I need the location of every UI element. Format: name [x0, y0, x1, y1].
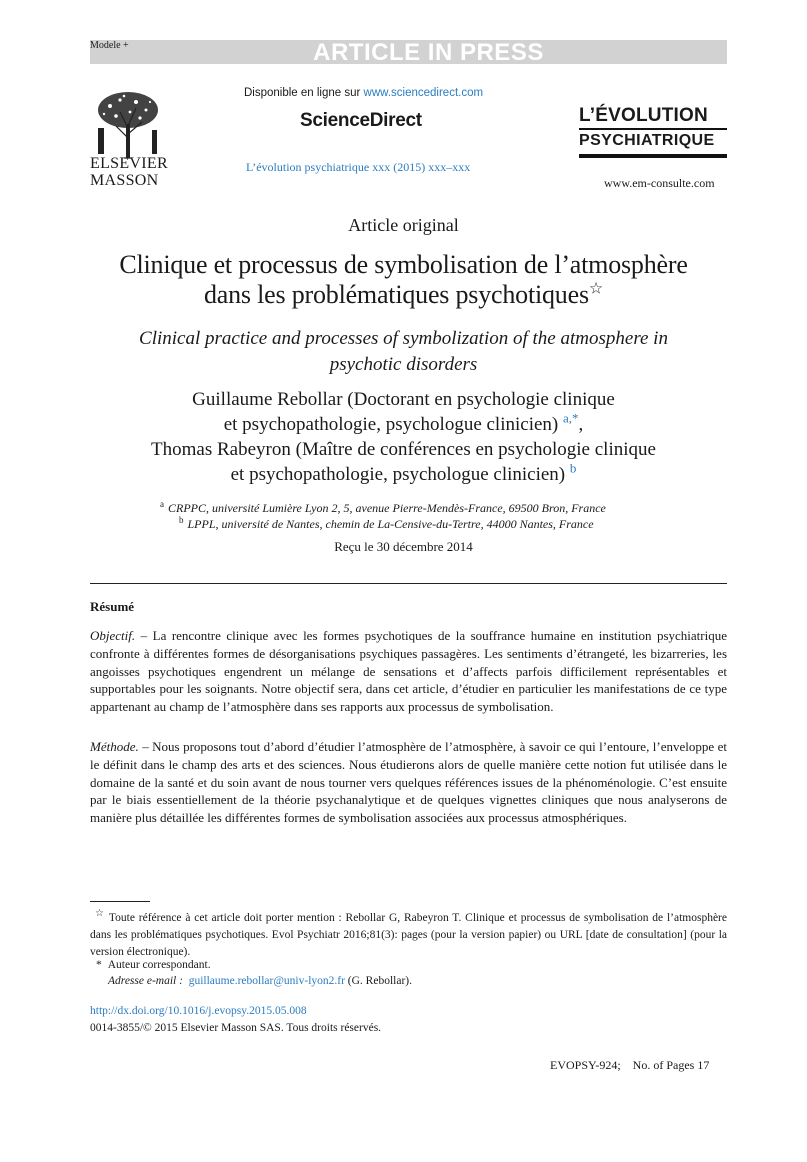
abstract-heading: Résumé — [90, 599, 135, 614]
affiliation-a — [160, 499, 606, 516]
email-label: Adresse e-mail : — [108, 975, 183, 987]
corresponding-author-text: Auteur correspondant. — [107, 959, 211, 971]
doi-link[interactable]: http://dx.doi.org/10.1016/j.evopsy.2015.05.008 — [90, 1005, 307, 1017]
corresponding-author-mark: * — [96, 959, 102, 971]
journal-logo-line1: L’ÉVOLUTION — [579, 105, 708, 126]
affiliation-a-mark: a — [160, 499, 164, 509]
section-divider — [90, 583, 727, 584]
citation-footnote-text: Toute référence à cet article doit porter mention : Rebollar G, Rabeyron T. Clinique et processus de symbolisation de l’atmosphère dans les problématiques psychotiques. Evol Psychiatr 2016;81(3): pages (pour la version papier) ou URL [date de consultation] (pour la version électronique). — [90, 911, 727, 958]
citation-footnote-mark: ☆ — [95, 908, 105, 919]
article-type: Article original — [348, 215, 459, 235]
author1-line-1: Guillaume Rebollar (Doctorant en psychologie clinique — [192, 389, 615, 410]
footnote-divider — [90, 901, 150, 902]
affiliation-b-text: LPPL, université de Nantes, chemin de La-Censive-du-Tertre, 44000 Nantes, France — [187, 517, 594, 531]
sciencedirect-link[interactable]: www.sciencedirect.com — [363, 87, 484, 99]
author1-line-2-text: et psychopathologie, psychologue clinicien) — [223, 414, 559, 435]
author-email-link[interactable]: guillaume.rebollar@univ-lyon2.fr — [188, 975, 345, 987]
copyright-line: 0014-3855/© 2015 Elsevier Masson SAS. Tous droits réservés. — [90, 1022, 382, 1034]
author2-line-2-text: et psychopathologie, psychologue clinicien) — [230, 464, 566, 485]
footer-reference: EVOPSY-924; No. of Pages 17 — [550, 1058, 710, 1072]
title-line-2-text: dans les problématiques psychotiques — [203, 280, 589, 309]
subtitle-line-2: psychotic disorders — [329, 354, 478, 375]
method-label: Méthode. — [90, 739, 139, 754]
author1-line-2 — [0, 410, 807, 436]
journal-website: www.em-consulte.com — [604, 176, 715, 190]
article-in-press-label: ARTICLE IN PRESS — [313, 39, 544, 66]
journal-logo-line2: PSYCHIATRIQUE — [579, 132, 715, 149]
title-footnote-star[interactable]: ☆ — [588, 280, 604, 298]
modele-label: Modele + — [90, 40, 129, 51]
journal-logo-underline — [579, 154, 727, 158]
journal-reference: L’évolution psychiatrique xxx (2015) xxx–xxx — [246, 160, 471, 174]
availability-prefix: Disponible en ligne sur — [244, 87, 364, 99]
availability-line — [244, 87, 483, 99]
author2-line-1: Thomas Rabeyron (Maître de conférences en psychologie clinique — [151, 439, 656, 460]
sciencedirect-logo: ScienceDirect — [300, 110, 422, 131]
email-footnote — [108, 973, 412, 990]
affiliation-b-mark: b — [179, 515, 184, 525]
author1-affiliation-marks[interactable]: a,* — [563, 410, 579, 426]
elsevier-tree-icon — [90, 88, 166, 160]
author1-trail: , — [578, 414, 584, 435]
method-text: – Nous proposons tout d’abord d’étudier l’atmosphère de l’atmosphère, à savoir ce qui l’entoure, l’enveloppe et le définit dans le champ des arts et des sciences. Nous étudierons alors de quelle manière cette notion fut utilisée dans le domaine de la santé et du soin avant de nous tourner vers quelques références issues de la phénoménologie. C’est ensuite par le biais essentiellement de la théorie psychanalytique et de quelques vignettes cliniques que nous analyserons de manière plus détaillée les différentes formes de symbolisation associées aux processus atmosphériques. — [90, 739, 727, 826]
title-line-1: Clinique et processus de symbolisation de l’atmosphère — [119, 250, 688, 279]
subtitle-line-1: Clinical practice and processes of symbolization of the atmosphere in — [139, 328, 668, 349]
objective-text: – La rencontre clinique avec les formes psychotiques de la souffrance humaine en institution psychiatrique confronte à différentes formes de désorganisations psychiques passagères. Les sentiments d’étrangeté, les bizarreries, les angoisses psychotiques engendrent un mélange de sensations et d’affects parfois difficilement représentables et supportables pour les soignants. Notre objectif sera, dans cet article, d’étudier en particulier les manifestations de ce type appartenant au champ de l’atmosphère dans ses rapports aux processus de symbolisation. — [90, 628, 727, 715]
abstract-objective — [90, 627, 727, 716]
citation-footnote — [90, 905, 727, 961]
masson-wordmark: MASSON — [90, 172, 159, 189]
author2-affiliation-mark[interactable]: b — [569, 460, 577, 476]
objective-label: Objectif. — [90, 628, 136, 643]
abstract-method — [90, 738, 727, 827]
affiliation-b — [179, 515, 594, 532]
email-trail: (G. Rebollar). — [344, 975, 412, 987]
journal-logo-divider — [579, 128, 727, 130]
author2-line-2 — [0, 460, 807, 486]
affiliation-a-text: CRPPC, université Lumière Lyon 2, 5, avenue Pierre-Mendès-France, 69500 Bron, France — [168, 501, 606, 515]
elsevier-wordmark: ELSEVIER — [90, 155, 168, 172]
corresponding-author-footnote — [96, 957, 211, 974]
received-date: Reçu le 30 décembre 2014 — [334, 539, 473, 554]
title-line-2 — [0, 280, 807, 310]
